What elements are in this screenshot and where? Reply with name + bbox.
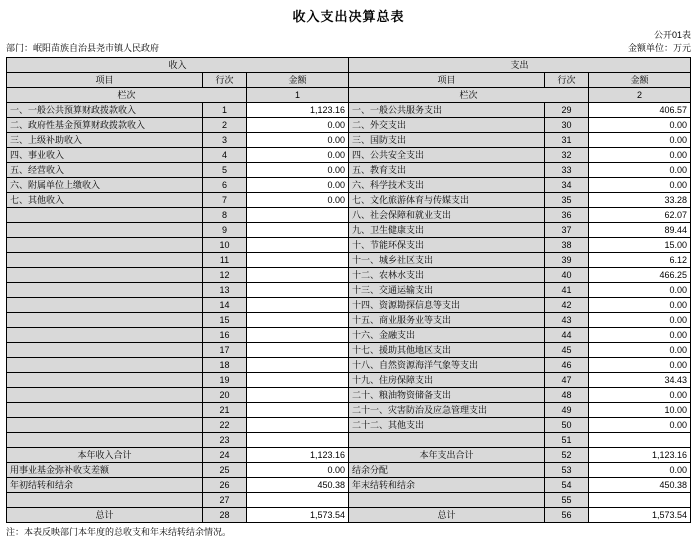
summary-expense-row-number: 53 <box>545 463 589 478</box>
header-expense-group: 支出 <box>349 58 691 73</box>
income-amount-value <box>247 403 349 418</box>
income-item-label: 五、经营收入 <box>7 163 203 178</box>
expense-item-label: 九、卫生健康支出 <box>349 223 545 238</box>
expense-row-number: 43 <box>545 313 589 328</box>
table-summary-row <box>7 493 691 508</box>
income-amount-value <box>247 268 349 283</box>
income-row-number: 4 <box>203 148 247 163</box>
expense-row-number: 51 <box>545 433 589 448</box>
expense-row-number: 29 <box>545 103 589 118</box>
expense-row-number: 50 <box>545 418 589 433</box>
income-row-number: 14 <box>203 298 247 313</box>
income-amount-value: 0.00 <box>247 193 349 208</box>
income-item-label <box>7 328 203 343</box>
expense-row-number: 34 <box>545 178 589 193</box>
income-item-label <box>7 223 203 238</box>
income-item-label <box>7 358 203 373</box>
summary-income-label: 总计 <box>7 508 203 523</box>
expense-item-label: 五、教育支出 <box>349 163 545 178</box>
expense-amount-value: 0.00 <box>589 283 691 298</box>
summary-expense-label: 年末结转和结余 <box>349 478 545 493</box>
income-row-number: 16 <box>203 328 247 343</box>
header-income-amount: 金额 <box>247 73 349 88</box>
table-header-columns-row <box>7 73 691 88</box>
income-amount-value <box>247 313 349 328</box>
income-amount-value <box>247 238 349 253</box>
summary-income-label <box>7 493 203 508</box>
expense-amount-value: 10.00 <box>589 403 691 418</box>
department-line <box>6 42 159 55</box>
income-amount-value: 0.00 <box>247 178 349 193</box>
income-amount-value <box>247 433 349 448</box>
income-amount-value <box>247 418 349 433</box>
income-row-number: 21 <box>203 403 247 418</box>
income-row-number: 18 <box>203 358 247 373</box>
income-item-label <box>7 313 203 328</box>
expense-item-label: 十一、城乡社区支出 <box>349 253 545 268</box>
income-amount-value <box>247 253 349 268</box>
expense-item-label: 二、外交支出 <box>349 118 545 133</box>
table-row <box>7 133 691 148</box>
summary-income-row-number: 27 <box>203 493 247 508</box>
table-row <box>7 253 691 268</box>
summary-income-row-number: 26 <box>203 478 247 493</box>
table-row <box>7 223 691 238</box>
expense-row-number: 44 <box>545 328 589 343</box>
table-row <box>7 433 691 448</box>
expense-amount-value: 406.57 <box>589 103 691 118</box>
income-amount-value: 0.00 <box>247 133 349 148</box>
income-row-number: 6 <box>203 178 247 193</box>
income-row-number: 8 <box>203 208 247 223</box>
summary-income-label: 用事业基金弥补收支差额 <box>7 463 203 478</box>
table-header-colnum-row <box>7 88 691 103</box>
table-row <box>7 178 691 193</box>
income-item-label: 三、上级补助收入 <box>7 133 203 148</box>
expense-row-number: 32 <box>545 148 589 163</box>
expense-row-number: 35 <box>545 193 589 208</box>
summary-income-amount: 1,123.16 <box>247 448 349 463</box>
expense-row-number: 33 <box>545 163 589 178</box>
table-row <box>7 268 691 283</box>
table-row <box>7 148 691 163</box>
summary-income-row-number: 28 <box>203 508 247 523</box>
expense-item-label: 四、公共安全支出 <box>349 148 545 163</box>
summary-expense-amount: 1,123.16 <box>589 448 691 463</box>
expense-row-number: 41 <box>545 283 589 298</box>
income-row-number: 11 <box>203 253 247 268</box>
expense-item-label: 十八、自然资源海洋气象等支出 <box>349 358 545 373</box>
expense-amount-value: 34.43 <box>589 373 691 388</box>
expense-amount-value: 6.12 <box>589 253 691 268</box>
expense-amount-value: 0.00 <box>589 418 691 433</box>
table-row <box>7 313 691 328</box>
summary-income-amount: 0.00 <box>247 463 349 478</box>
expense-item-label: 七、文化旅游体育与传媒支出 <box>349 193 545 208</box>
income-item-label <box>7 253 203 268</box>
summary-expense-amount <box>589 493 691 508</box>
summary-expense-row-number: 52 <box>545 448 589 463</box>
income-item-label: 七、其他收入 <box>7 193 203 208</box>
income-item-label <box>7 343 203 358</box>
income-row-number: 23 <box>203 433 247 448</box>
expense-amount-value: 0.00 <box>589 343 691 358</box>
expense-amount-value: 62.07 <box>589 208 691 223</box>
header-income-group: 收入 <box>7 58 349 73</box>
header-expense-colnum: 2 <box>589 88 691 103</box>
header-expense-collabel: 栏次 <box>349 88 589 103</box>
income-item-label: 一、一般公共预算财政拨款收入 <box>7 103 203 118</box>
department-label: 部门： <box>6 43 34 53</box>
expense-item-label: 二十、粮油物资储备支出 <box>349 388 545 403</box>
income-row-number: 15 <box>203 313 247 328</box>
expense-amount-value: 0.00 <box>589 133 691 148</box>
table-row <box>7 238 691 253</box>
income-item-label <box>7 238 203 253</box>
expense-item-label: 一、一般公共服务支出 <box>349 103 545 118</box>
expense-row-number: 45 <box>545 343 589 358</box>
income-row-number: 2 <box>203 118 247 133</box>
income-amount-value <box>247 388 349 403</box>
income-row-number: 20 <box>203 388 247 403</box>
summary-expense-row-number: 55 <box>545 493 589 508</box>
expense-row-number: 30 <box>545 118 589 133</box>
expense-amount-value: 0.00 <box>589 358 691 373</box>
expense-item-label: 二十二、其他支出 <box>349 418 545 433</box>
table-row <box>7 103 691 118</box>
summary-expense-amount: 1,573.54 <box>589 508 691 523</box>
budget-table <box>6 57 691 523</box>
expense-row-number: 49 <box>545 403 589 418</box>
summary-income-amount <box>247 493 349 508</box>
income-item-label: 四、事业收入 <box>7 148 203 163</box>
income-row-number: 19 <box>203 373 247 388</box>
header-expense-amount: 金额 <box>589 73 691 88</box>
expense-item-label: 十六、金融支出 <box>349 328 545 343</box>
table-row <box>7 328 691 343</box>
expense-amount-value: 0.00 <box>589 148 691 163</box>
table-row <box>7 373 691 388</box>
income-row-number: 1 <box>203 103 247 118</box>
summary-income-amount: 1,573.54 <box>247 508 349 523</box>
expense-row-number: 40 <box>545 268 589 283</box>
expense-amount-value <box>589 433 691 448</box>
expense-item-label: 六、科学技术支出 <box>349 178 545 193</box>
table-summary-row <box>7 478 691 493</box>
header-income-item: 项目 <box>7 73 203 88</box>
income-item-label <box>7 208 203 223</box>
summary-expense-label: 结余分配 <box>349 463 545 478</box>
page-title: 收入支出决算总表 <box>292 9 405 24</box>
table-header-group-row <box>7 58 691 73</box>
table-row <box>7 298 691 313</box>
header-income-collabel: 栏次 <box>7 88 247 103</box>
income-amount-value: 0.00 <box>247 163 349 178</box>
summary-income-row-number: 25 <box>203 463 247 478</box>
income-item-label: 六、附属单位上缴收入 <box>7 178 203 193</box>
expense-row-number: 36 <box>545 208 589 223</box>
department-name: 岷阳苗族自治县尧市镇人民政府 <box>33 43 160 53</box>
income-row-number: 13 <box>203 283 247 298</box>
income-item-label <box>7 418 203 433</box>
income-amount-value <box>247 358 349 373</box>
table-row <box>7 118 691 133</box>
summary-expense-row-number: 54 <box>545 478 589 493</box>
income-item-label <box>7 268 203 283</box>
expense-item-label: 十二、农林水支出 <box>349 268 545 283</box>
income-row-number: 9 <box>203 223 247 238</box>
table-summary-row <box>7 508 691 523</box>
income-amount-value: 1,123.16 <box>247 103 349 118</box>
table-row <box>7 193 691 208</box>
income-amount-value: 0.00 <box>247 118 349 133</box>
expense-item-label: 十四、资源勘探信息等支出 <box>349 298 545 313</box>
summary-expense-label: 总计 <box>349 508 545 523</box>
expense-item-label: 二十一、灾害防治及应急管理支出 <box>349 403 545 418</box>
income-row-number: 5 <box>203 163 247 178</box>
meta-right-block <box>628 29 691 55</box>
income-item-label <box>7 388 203 403</box>
expense-amount-value: 89.44 <box>589 223 691 238</box>
summary-income-amount: 450.38 <box>247 478 349 493</box>
header-income-rowno: 行次 <box>203 73 247 88</box>
income-amount-value <box>247 298 349 313</box>
expense-item-label: 十五、商业服务业等支出 <box>349 313 545 328</box>
summary-expense-row-number: 56 <box>545 508 589 523</box>
expense-amount-value: 0.00 <box>589 328 691 343</box>
expense-amount-value: 33.28 <box>589 193 691 208</box>
expense-item-label: 十三、交通运输支出 <box>349 283 545 298</box>
table-row <box>7 388 691 403</box>
table-row <box>7 208 691 223</box>
expense-row-number: 31 <box>545 133 589 148</box>
expense-amount-value: 0.00 <box>589 388 691 403</box>
income-amount-value <box>247 373 349 388</box>
expense-item-label: 十九、住房保障支出 <box>349 373 545 388</box>
document-meta <box>6 29 691 55</box>
expense-item-label: 十七、援助其他地区支出 <box>349 343 545 358</box>
expense-item-label <box>349 433 545 448</box>
table-summary-row <box>7 448 691 463</box>
expense-amount-value: 0.00 <box>589 298 691 313</box>
expense-row-number: 39 <box>545 253 589 268</box>
income-item-label <box>7 283 203 298</box>
income-item-label <box>7 298 203 313</box>
table-row <box>7 358 691 373</box>
income-item-label <box>7 373 203 388</box>
summary-expense-label <box>349 493 545 508</box>
income-item-label <box>7 403 203 418</box>
income-amount-value <box>247 283 349 298</box>
income-row-number: 17 <box>203 343 247 358</box>
expense-item-label: 三、国防支出 <box>349 133 545 148</box>
expense-amount-value: 0.00 <box>589 178 691 193</box>
table-row <box>7 418 691 433</box>
table-note: 注：本表反映部门本年度的总收支和年末结转结余情况。 <box>6 527 232 537</box>
header-expense-item: 项目 <box>349 73 545 88</box>
header-expense-rowno: 行次 <box>545 73 589 88</box>
table-row <box>7 403 691 418</box>
expense-row-number: 37 <box>545 223 589 238</box>
expense-amount-value: 0.00 <box>589 118 691 133</box>
expense-item-label: 八、社会保障和就业支出 <box>349 208 545 223</box>
income-row-number: 12 <box>203 268 247 283</box>
income-amount-value: 0.00 <box>247 148 349 163</box>
expense-amount-value: 0.00 <box>589 163 691 178</box>
summary-income-label: 年初结转和结余 <box>7 478 203 493</box>
income-amount-value <box>247 328 349 343</box>
expense-amount-value: 466.25 <box>589 268 691 283</box>
income-row-number: 22 <box>203 418 247 433</box>
summary-income-row-number: 24 <box>203 448 247 463</box>
public-table-number: 公开01表 <box>653 30 691 40</box>
income-row-number: 7 <box>203 193 247 208</box>
expense-row-number: 47 <box>545 373 589 388</box>
income-amount-value <box>247 208 349 223</box>
summary-expense-amount: 450.38 <box>589 478 691 493</box>
expense-item-label: 十、节能环保支出 <box>349 238 545 253</box>
expense-amount-value: 0.00 <box>589 313 691 328</box>
amount-unit-label: 金额单位：万元 <box>627 43 691 53</box>
table-row <box>7 163 691 178</box>
income-amount-value <box>247 343 349 358</box>
income-row-number: 10 <box>203 238 247 253</box>
expense-row-number: 42 <box>545 298 589 313</box>
income-row-number: 3 <box>203 133 247 148</box>
summary-expense-label: 本年支出合计 <box>349 448 545 463</box>
income-item-label <box>7 433 203 448</box>
income-item-label: 二、政府性基金预算财政拨款收入 <box>7 118 203 133</box>
expense-amount-value: 15.00 <box>589 238 691 253</box>
summary-income-label: 本年收入合计 <box>7 448 203 463</box>
header-income-colnum: 1 <box>247 88 349 103</box>
summary-expense-amount: 0.00 <box>589 463 691 478</box>
table-row <box>7 343 691 358</box>
expense-row-number: 46 <box>545 358 589 373</box>
table-row <box>7 283 691 298</box>
income-amount-value <box>247 223 349 238</box>
expense-row-number: 48 <box>545 388 589 403</box>
expense-row-number: 38 <box>545 238 589 253</box>
table-summary-row <box>7 463 691 478</box>
